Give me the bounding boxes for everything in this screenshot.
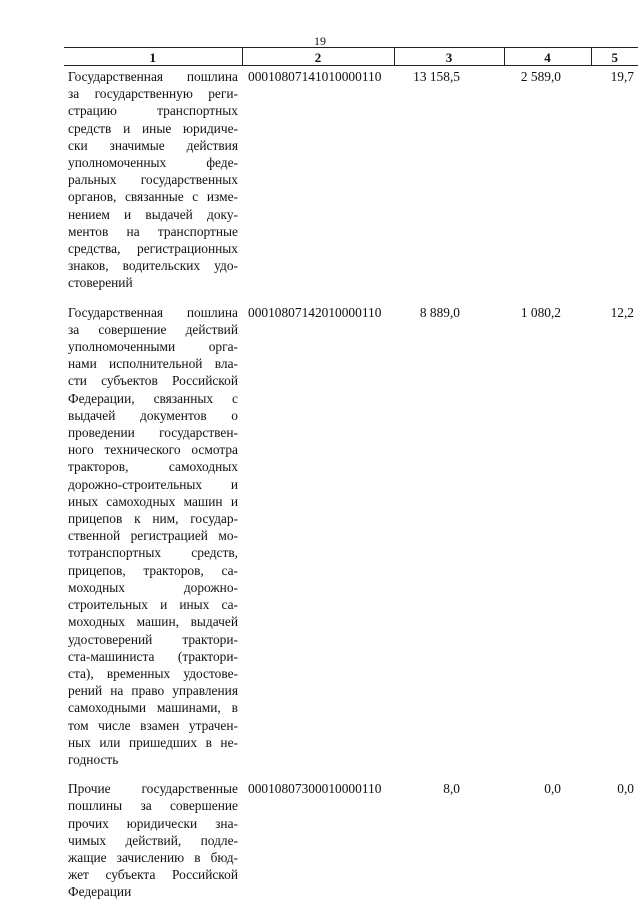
row-name-line: иных самоходных машин и — [68, 493, 238, 509]
row-name-line: нением и выдачей доку- — [68, 206, 238, 222]
row-name-line: страцию транспортных — [68, 103, 238, 119]
row-name-line: за государственную реги- — [68, 86, 238, 102]
row-name-line: средств и иные юридиче- — [68, 120, 238, 136]
column-header-2: 2 — [242, 48, 394, 66]
row-name-line: нами исполнительной вла- — [68, 356, 238, 372]
row-name-line: рений на право управления — [68, 683, 238, 699]
row-name — [64, 778, 242, 910]
row-name-line: прицепов к ним, государ- — [68, 511, 238, 527]
column-header-1: 1 — [64, 48, 242, 66]
header-row — [64, 48, 638, 66]
row-name — [64, 302, 242, 778]
table-row — [64, 66, 638, 302]
row-name-line: Государственная пошлина — [68, 304, 238, 320]
row-name-line: выдачей документов о — [68, 407, 238, 423]
row-name-line: ных или пришедших в не- — [68, 734, 238, 750]
row-name-line: ственной регистрацией мо- — [68, 528, 238, 544]
row-name-line: том числе взамен утрачен- — [68, 717, 238, 733]
column-header-4: 4 — [504, 48, 591, 66]
row-name-line: стоверений — [68, 275, 133, 291]
row-name-line: уполномоченных феде- — [68, 155, 238, 171]
row-name-line: ста), временных удостове- — [68, 665, 238, 681]
column-header-3: 3 — [394, 48, 504, 66]
page-number: 19 — [314, 34, 326, 48]
row-name-line: проведении государствен- — [68, 425, 238, 441]
row-name-line: прочих юридически зна- — [68, 815, 238, 831]
row-value-col4: 1 080,2 — [520, 304, 561, 320]
table-body — [64, 66, 638, 911]
column-header-5: 5 — [591, 48, 638, 66]
row-name-line: дорожно-строительных и — [68, 476, 238, 492]
row-name-line: ски значимые действия — [68, 137, 238, 153]
row-code: 00010807300010000110 — [248, 781, 382, 797]
budget-table — [64, 47, 638, 911]
row-value-col4: 0,0 — [544, 781, 561, 797]
row-name-line: моходных дорожно- — [68, 579, 238, 595]
row-name-line: жащие зачислению в бюд- — [68, 849, 238, 865]
row-name-line: годность — [68, 751, 119, 767]
row-name-line: средства, регистрационных — [68, 241, 238, 257]
row-name-line: тракторов, самоходных — [68, 459, 238, 475]
row-name-line: самоходными машинами, в — [68, 700, 238, 716]
row-name-line: тотранспортных средств, — [68, 545, 238, 561]
row-name-line: Прочие государственные — [68, 781, 238, 797]
row-value-col5: 12,2 — [610, 304, 634, 320]
row-value-col3: 13 158,5 — [413, 69, 460, 84]
row-name — [64, 66, 242, 302]
row-name-line: Государственная пошлина — [68, 69, 238, 84]
row-name-line: сти субъектов Российской — [68, 373, 238, 389]
row-name-line: пошлины за совершение — [68, 798, 238, 814]
row-name-line: чимых действий, подле- — [68, 832, 238, 848]
row-name-line: удостоверений трактори- — [68, 631, 238, 647]
row-name-line: за совершение действий — [68, 321, 238, 337]
row-name-line: моходных машин, выдачей — [68, 614, 238, 630]
table-header — [64, 48, 638, 66]
row-value-col5: 0,0 — [617, 781, 634, 797]
row-name-line: Федерации — [68, 884, 132, 900]
row-name-line: Федерации, связанных с — [68, 390, 238, 406]
row-name-line: ментов на транспортные — [68, 223, 238, 239]
table-row — [64, 302, 638, 778]
row-value-col4: 2 589,0 — [520, 69, 561, 84]
row-name-line: уполномоченными орга- — [68, 339, 238, 355]
row-name-line: ста-машиниста (трактори- — [68, 648, 238, 664]
row-name-line: органов, связанные с изме- — [68, 189, 238, 205]
row-name-line: ного технического осмотра — [68, 442, 238, 458]
row-value-col3: 8 889,0 — [419, 304, 460, 320]
row-name-line: строительных и иных са- — [68, 597, 238, 613]
row-name-line: прицепов, тракторов, са- — [68, 562, 238, 578]
row-code: 00010807142010000110 — [248, 304, 382, 320]
row-name-line: жет субъекта Российской — [68, 867, 238, 883]
table-row — [64, 778, 638, 910]
row-value-col3: 8,0 — [443, 781, 460, 797]
row-name-line: знаков, водительских удо- — [68, 258, 238, 274]
row-name-line: ральных государственных — [68, 172, 238, 188]
row-code: 00010807141010000110 — [248, 69, 382, 84]
row-value-col5: 19,7 — [610, 69, 634, 84]
